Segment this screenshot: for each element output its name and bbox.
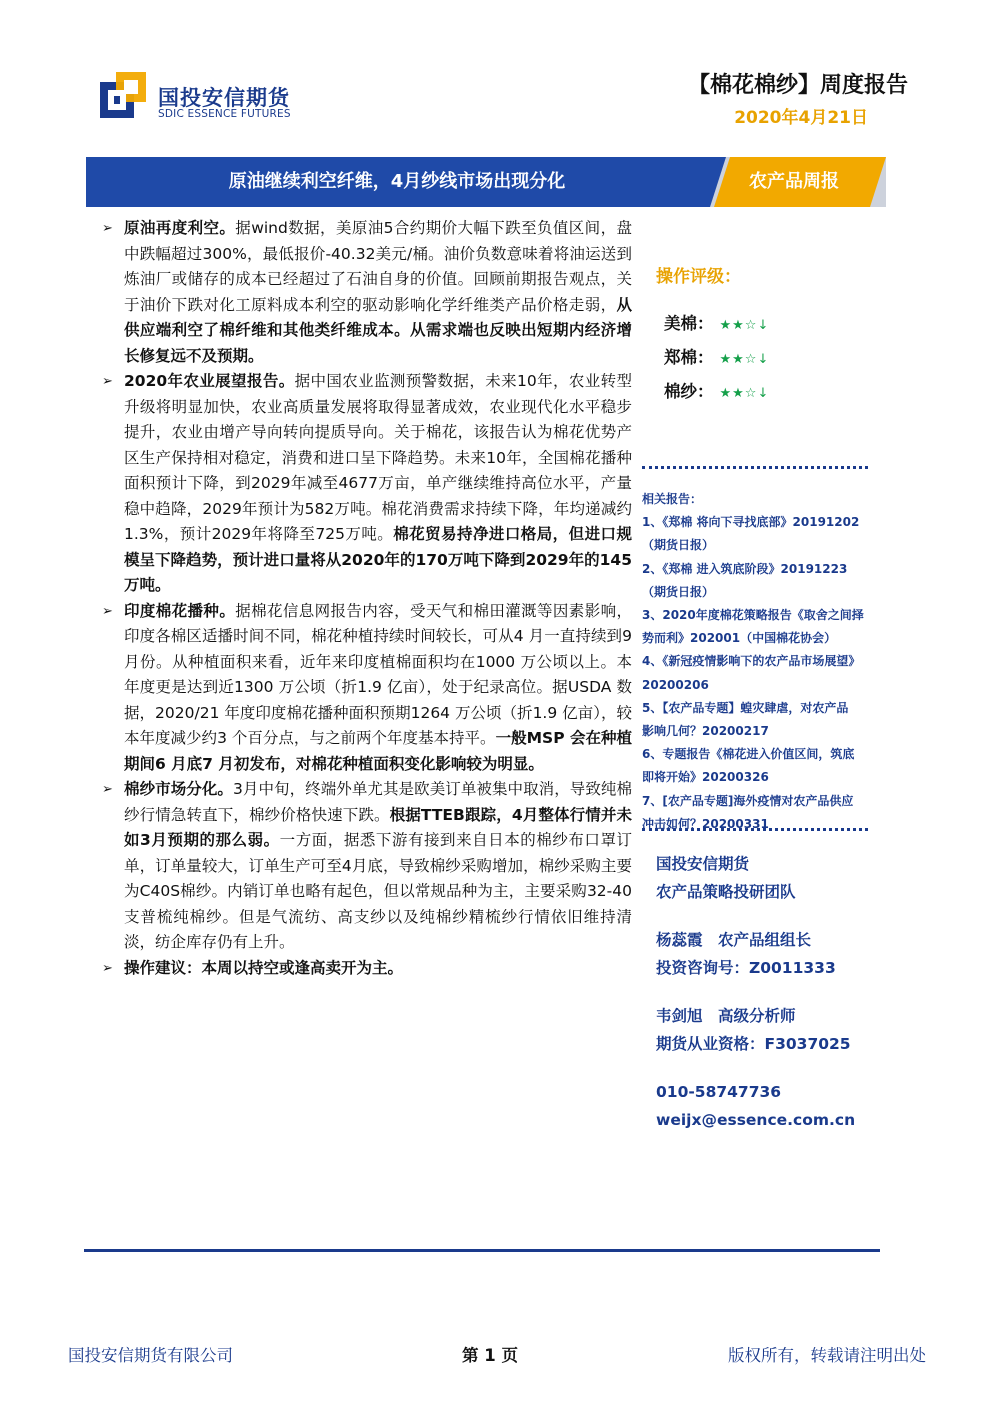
operation-advice: 操作建议：本周以持空或逢高卖开为主。 [124, 958, 404, 977]
related-heading: 相关报告： [642, 492, 703, 506]
analyst-license: 投资咨询号：Z0011333 [656, 959, 836, 977]
bullet-emphasis: 根据TTEB跟踪，4月整体行情并未如3月预期的那么弱。 [124, 805, 632, 849]
logo-text: 国投安信期货 [158, 86, 290, 110]
arrow-bullet-icon: ➢ [102, 603, 113, 619]
bullet-item [102, 599, 632, 778]
arrow-bullet-icon: ➢ [102, 374, 113, 389]
star-rating-icon: ★★☆↓ [719, 318, 770, 333]
star-rating-icon: ★★☆↓ [719, 386, 770, 401]
rating-label: 棉纱： [664, 382, 714, 401]
team-name: 农产品策略投研团队 [656, 883, 796, 901]
related-report-link[interactable]: （期货日报） [642, 584, 715, 599]
star-rating-icon: ★★☆↓ [719, 352, 770, 367]
bullet-lead: 棉纱市场分化。 [124, 780, 233, 798]
logo-subtext: SDIC ESSENCE FUTURES [158, 108, 291, 120]
related-report-link[interactable]: 20200206 [642, 677, 709, 692]
bullet-item [102, 369, 632, 599]
team-company: 国投安信期货 [656, 855, 750, 873]
bullet-item [102, 956, 632, 982]
related-report-link[interactable]: 3、2020年度棉花策略报告《取舍之间择 [642, 608, 864, 623]
bullet-text: 据棉花信息网报告内容，受天气和棉田灌溉等因素影响，印度各棉区适播时间不同，棉花种植持续时间较长，可从4 月一直持续到9 月份。从种植面积来看，近年来印度植棉面积均在1000 万公顷以上。本年度更是达到近1300 万公顷（折1.9 亿亩），处于纪录高位。据USDA 数据，2020/21 年度印度棉花播种面积预期1264 万公顷（折1.9 亿亩），较本年度减少约3 个百分点，与之前两个年度基本持平。 [124, 601, 632, 747]
bullet-text: 据wind数据，美原油5合约期价大幅下跌至负值区间，盘中跌幅超过300%，最低报价-40.32美元/桶。油价负数意味着将油运送到炼油厂或储存的成本已经超过了石油自身的价值。回顾前期报告观点，关于油价下跌对化工原料成本利空的驱动影响化学纤维类产品价格走弱， [124, 219, 632, 314]
banner-tag: 农产品周报 [749, 171, 839, 192]
contact-email[interactable]: weijx@essence.com.cn [656, 1111, 856, 1129]
related-report-link[interactable]: 2、《郑棉 进入筑底阶段》20191223 [642, 561, 848, 576]
related-report-link[interactable]: 7、[农产品专题]海外疫情对农产品供应 [642, 793, 854, 808]
bullet-text: 据中国农业监测预警数据，未来10年，农业转型升级将明显加快，农业高质量发展将取得显著成效，农业现代化水平稳步提升，农业由增产导向转向提质导向。关于棉花，该报告认为棉花优势产区生产保持相对稳定，消费和进口呈下降趋势。未来10年，全国棉花播种面积预计下降，到2029年减至4677万亩，单产继续维持高位水平，产量稳中趋降，2029年预计为582万吨。棉花消费需求持续下降，年均递减约1.3%，预计2029年将降至725万吨。 [124, 372, 632, 543]
main-content [102, 216, 632, 981]
bullet-item [102, 777, 632, 956]
arrow-bullet-icon: ➢ [102, 960, 113, 976]
rating-row-us-cotton [664, 310, 769, 334]
related-report-link[interactable]: 影响几何？20200217 [642, 724, 769, 739]
report-date: 2020年4月21日 [734, 108, 868, 128]
team-contact [656, 850, 855, 1134]
contact-phone[interactable]: 010-58747736 [656, 1083, 782, 1101]
bullet-emphasis: 一般MSP 会在种植期间6 月底7 月初发布，对棉花种植面积变化影响较为明显。 [124, 729, 632, 773]
related-report-link[interactable]: 5、【农产品专题】蝗灾肆虐，对农产品 [642, 700, 849, 715]
analyst-license: 期货从业资格：F3037025 [656, 1035, 851, 1053]
banner-title: 原油继续利空纤维，4月纱线市场出现分化 [228, 171, 566, 192]
arrow-bullet-icon: ➢ [102, 782, 113, 797]
rating-row-zhengzhou-cotton [664, 344, 769, 368]
related-report-link[interactable]: （期货日报） [642, 538, 715, 553]
rating-heading: 操作评级： [656, 267, 741, 287]
arrow-bullet-icon: ➢ [102, 221, 113, 236]
related-report-link[interactable]: 4、《新冠疫情影响下的农产品市场展望》 [642, 654, 861, 669]
bullet-lead: 2020年农业展望报告。 [124, 372, 295, 390]
analyst-name: 杨蕊霞 农产品组组长 [656, 931, 812, 949]
footer-divider [84, 1249, 880, 1252]
logo-icon [100, 72, 146, 118]
bullet-text: 3月中旬，终端外单尤其是欧美订单被集中取消，导致纯棉纱行情急转直下，棉纱价格快速下跌。 [124, 780, 632, 824]
bullet-lead: 印度棉花播种。 [124, 601, 236, 620]
related-report-link[interactable]: 势而利》202001（中国棉花协会） [642, 631, 837, 646]
bullet-lead: 原油再度利空。 [124, 219, 236, 237]
bullet-emphasis: 棉花贸易持净进口格局，但进口规模呈下降趋势，预计进口量将从2020年的170万吨下降到2029年的145万吨。 [124, 525, 632, 594]
rating-label: 郑棉： [664, 348, 714, 367]
related-report-link[interactable]: 即将开始》20200326 [642, 770, 769, 785]
report-title: 【棉花棉纱】周度报告 [687, 73, 908, 98]
related-report-link[interactable]: 冲击如何？20200331 [642, 816, 769, 831]
related-reports [642, 488, 886, 836]
related-report-link[interactable]: 1、《郑棉 将向下寻找底部》20191202 [642, 515, 860, 530]
dotted-divider [642, 828, 868, 831]
bullet-text: 一方面，据悉下游有接到来自日本的棉纱布口罩订单，订单量较大，订单生产可至4月底，导致棉纱采购增加，棉纱采购主要为C40S棉纱。内销订单也略有起色，但以常规品种为主，主要采购32-40支普梳纯棉纱。但是气流纺、高支纱以及纯棉纱精梳纱行情依旧维持清淡，纺企库存仍有上升。 [124, 831, 632, 951]
rating-row-cotton-yarn [664, 378, 769, 402]
rating-label: 美棉： [664, 314, 714, 333]
footer-copyright: 版权所有，转载请注明出处 [728, 1346, 926, 1365]
bullet-emphasis: 从供应端利空了棉纤维和其他类纤维成本。从需求端也反映出短期内经济增长修复远不及预期。 [124, 295, 632, 365]
bullet-item [102, 216, 632, 369]
footer-company: 国投安信期货有限公司 [68, 1346, 233, 1365]
dotted-divider [642, 466, 868, 469]
related-report-link[interactable]: 6、专题报告《棉花进入价值区间，筑底 [642, 747, 855, 762]
page-number: 第 1 页 [462, 1346, 518, 1365]
analyst-name: 韦剑旭 高级分析师 [656, 1007, 796, 1025]
